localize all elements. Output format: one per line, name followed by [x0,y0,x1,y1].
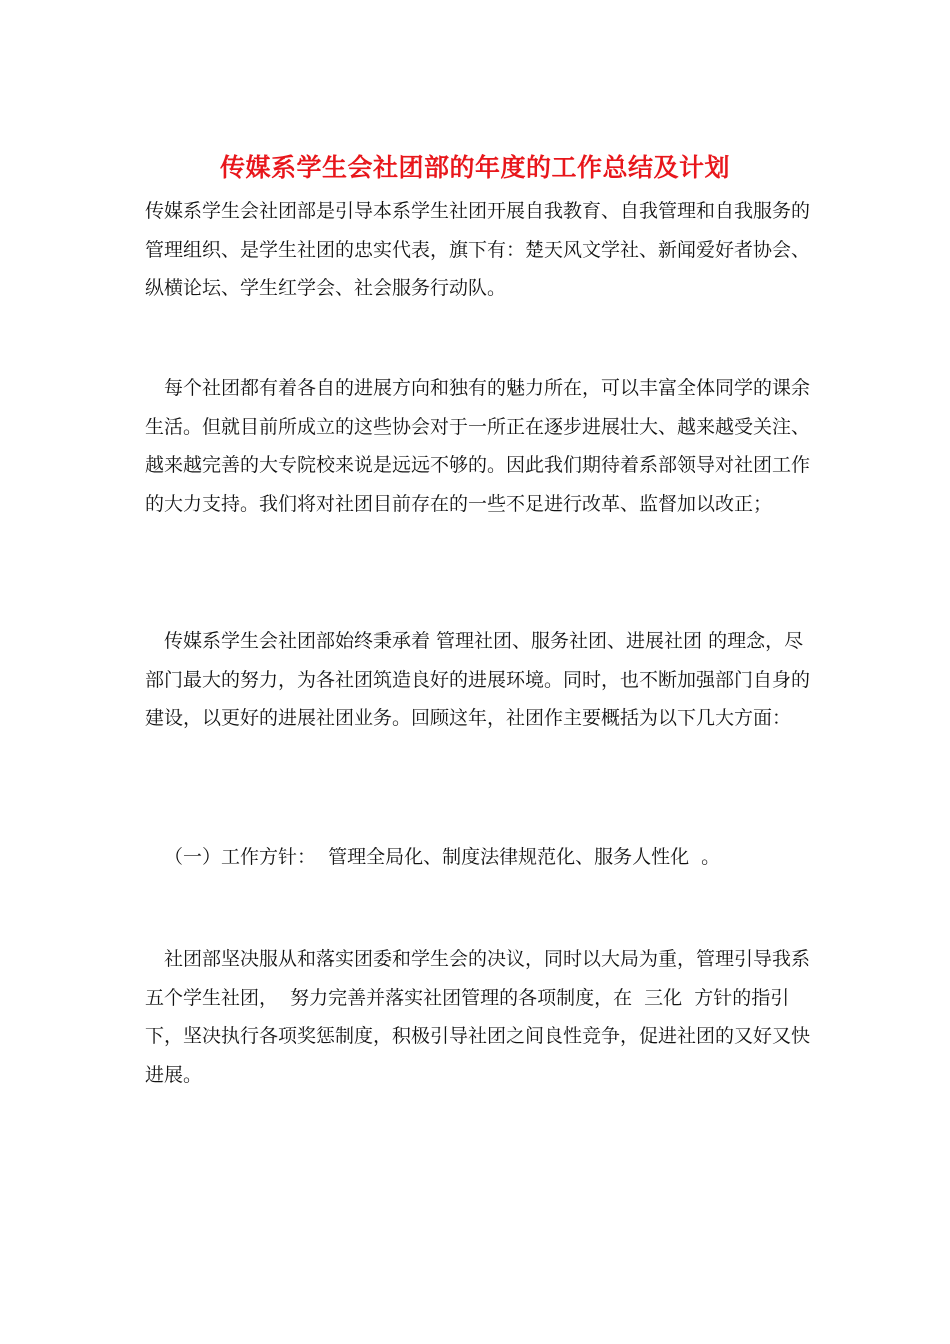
paragraph-work-policy: （一）工作方针： 管理全局化、制度法律规范化、服务人性化 。 [164,846,721,868]
paragraph-philosophy: 传媒系学生会社团部始终秉承着 管理社团、服务社团、进展社团 的理念，尽部门最大的努力，为各社团筑造良好的进展环境。同时，也不断加强部门自身的建设，以更好的进展社团业务。回顾这年，社团作主要概括为以下几大方面： [145,630,811,729]
document-title: 传媒系学生会社团部的年度的工作总结及计划 [219,153,730,182]
paragraph-intro: 传媒系学生会社团部是引导本系学生社团开展自我教育、自我管理和自我服务的管理组织、是学生社团的忠实代表，旗下有：楚天风文学社、新闻爱好者协会、纵横论坛、学生红学会、社会服务行动队。 [145,200,811,299]
paragraph-societies: 每个社团都有着各自的进展方向和独有的魅力所在，可以丰富全体同学的课余生活。但就目前所成立的这些协会对于一所正在逐步进展壮大、越来越受关注、越来越完善的大专院校来说是远远不够的。因此我们期待着系部领导对社团工作的大力支持。我们将对社团目前存在的一些不足进行改革、监督加以改正； [145,377,811,515]
paragraph-management: 社团部坚决服从和落实团委和学生会的决议，同时以大局为重，管理引导我系五个学生社团， 努力完善并落实社团管理的各项制度，在 三化 方针的指引下，坚决执行各项奖惩制度，积极引导社团之间良性竞争，促进社团的又好又快进展。 [145,948,811,1086]
